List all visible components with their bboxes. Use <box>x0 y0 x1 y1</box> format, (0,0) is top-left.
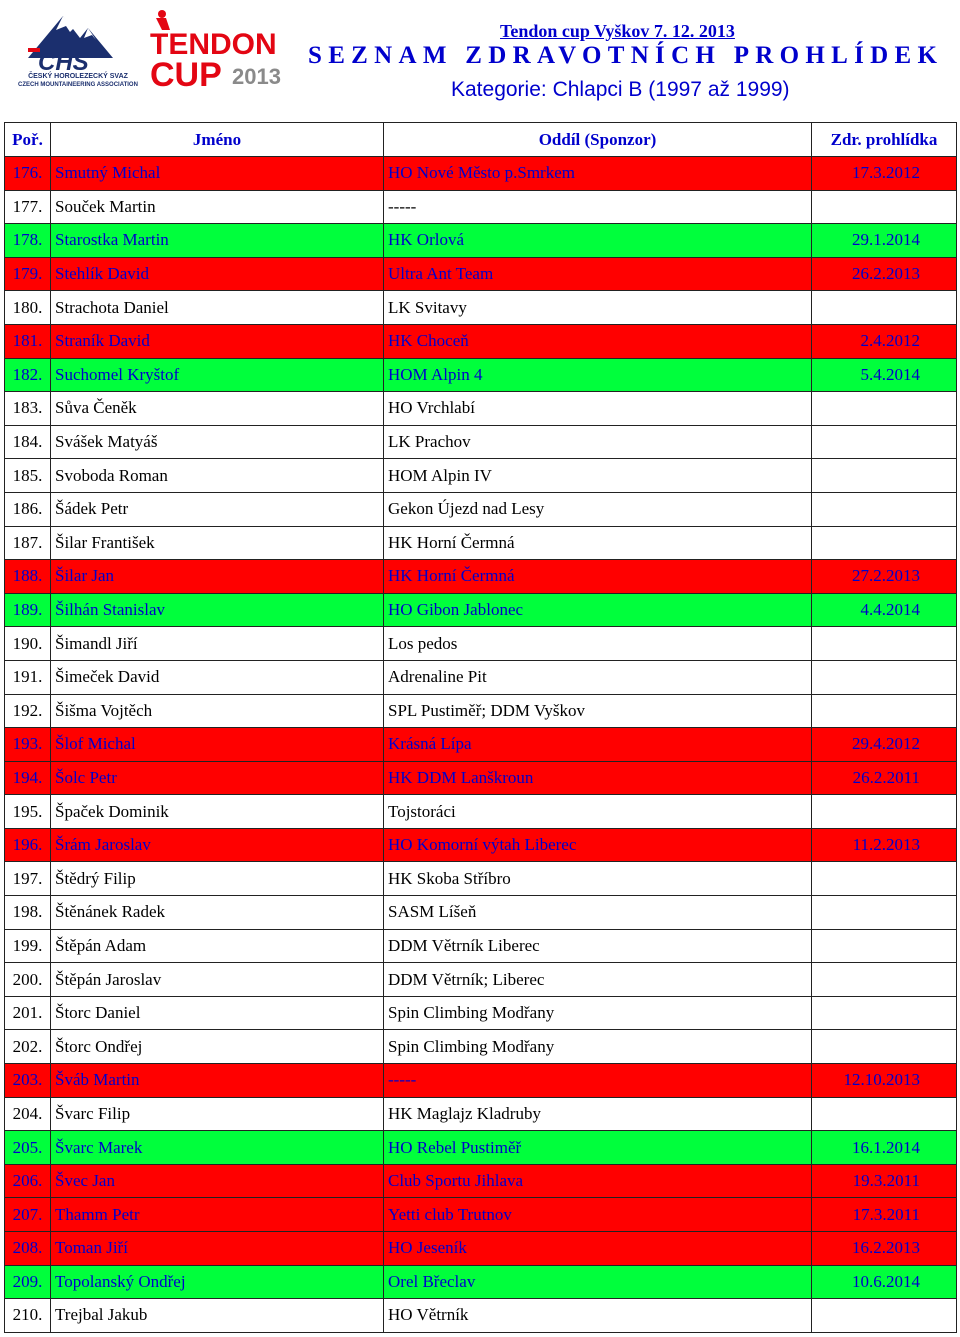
club-name: HO Větrník <box>384 1299 812 1333</box>
medical-check-date: 5.4.2014 <box>812 358 957 392</box>
club-name: Adrenaline Pit <box>384 660 812 694</box>
row-number: 197. <box>5 862 51 896</box>
athlete-name: Suchomel Kryštof <box>51 358 384 392</box>
athlete-name: Trejbal Jakub <box>51 1299 384 1333</box>
table-row <box>5 358 957 392</box>
medical-check-date: 26.2.2011 <box>812 761 957 795</box>
row-number: 186. <box>5 492 51 526</box>
athlete-name: Štorc Ondřej <box>51 1030 384 1064</box>
club-name: HOM Alpin IV <box>384 459 812 493</box>
table-body <box>5 157 957 1333</box>
table-row <box>5 1097 957 1131</box>
club-name: Spin Climbing Modřany <box>384 1030 812 1064</box>
row-number: 202. <box>5 1030 51 1064</box>
row-number: 207. <box>5 1198 51 1232</box>
table-row <box>5 392 957 426</box>
row-number: 194. <box>5 761 51 795</box>
club-name: Ultra Ant Team <box>384 257 812 291</box>
club-name: HK Horní Čermná <box>384 560 812 594</box>
athlete-name: Strachota Daniel <box>51 291 384 325</box>
athlete-name: Štědrý Filip <box>51 862 384 896</box>
athlete-name: Švec Jan <box>51 1164 384 1198</box>
athlete-name: Štěpán Jaroslav <box>51 963 384 997</box>
athlete-name: Štěnánek Radek <box>51 896 384 930</box>
athlete-name: Starostka Martin <box>51 224 384 258</box>
row-number: 183. <box>5 392 51 426</box>
athlete-name: Straník David <box>51 324 384 358</box>
col-header-medical: Zdr. prohlídka <box>812 123 957 157</box>
club-name: HK Orlová <box>384 224 812 258</box>
athlete-name: Šrám Jaroslav <box>51 828 384 862</box>
row-number: 190. <box>5 627 51 661</box>
row-number: 178. <box>5 224 51 258</box>
cup-year-text: 2013 <box>232 64 281 89</box>
club-name: ----- <box>384 190 812 224</box>
athlete-name: Stehlík David <box>51 257 384 291</box>
athlete-name: Špaček Dominik <box>51 795 384 829</box>
table-row <box>5 1164 957 1198</box>
list-title: SEZNAM ZDRAVOTNÍCH PROHLÍDEK <box>308 42 944 69</box>
row-number: 209. <box>5 1265 51 1299</box>
athlete-name: Šváb Martin <box>51 1064 384 1098</box>
row-number: 205. <box>5 1131 51 1165</box>
row-number: 192. <box>5 694 51 728</box>
tendon-cup-logo <box>148 4 290 90</box>
table-row <box>5 157 957 191</box>
table-row <box>5 795 957 829</box>
table-row <box>5 190 957 224</box>
athlete-name: Sůva Čeněk <box>51 392 384 426</box>
medical-check-date <box>812 492 957 526</box>
table-row <box>5 761 957 795</box>
row-number: 189. <box>5 593 51 627</box>
table-row <box>5 224 957 258</box>
athlete-name: Thamm Petr <box>51 1198 384 1232</box>
athlete-name: Šolc Petr <box>51 761 384 795</box>
table-row <box>5 694 957 728</box>
cup-logo-text: CUP <box>150 56 222 90</box>
row-number: 188. <box>5 560 51 594</box>
medical-check-date: 16.1.2014 <box>812 1131 957 1165</box>
table-row <box>5 896 957 930</box>
medical-check-date: 2.4.2012 <box>812 324 957 358</box>
club-name: Yetti club Trutnov <box>384 1198 812 1232</box>
medical-check-date: 10.6.2014 <box>812 1265 957 1299</box>
row-number: 208. <box>5 1232 51 1266</box>
table-row <box>5 996 957 1030</box>
club-name: Spin Climbing Modřany <box>384 996 812 1030</box>
medical-check-date <box>812 929 957 963</box>
table-row <box>5 593 957 627</box>
athlete-name: Štěpán Adam <box>51 929 384 963</box>
medical-check-date <box>812 291 957 325</box>
table-row <box>5 1131 957 1165</box>
table-row <box>5 291 957 325</box>
row-number: 191. <box>5 660 51 694</box>
club-name: HO Komorní výtah Liberec <box>384 828 812 862</box>
athlete-name: Šimeček David <box>51 660 384 694</box>
col-header-name: Jméno <box>51 123 384 157</box>
table-row <box>5 1265 957 1299</box>
club-name: ----- <box>384 1064 812 1098</box>
medical-check-date: 17.3.2012 <box>812 157 957 191</box>
chs-logo-text: CHS <box>38 49 89 76</box>
medical-check-date <box>812 1299 957 1333</box>
club-name: HO Rebel Pustiměř <box>384 1131 812 1165</box>
row-number: 203. <box>5 1064 51 1098</box>
table-row <box>5 660 957 694</box>
row-number: 196. <box>5 828 51 862</box>
medical-check-date: 12.10.2013 <box>812 1064 957 1098</box>
row-number: 181. <box>5 324 51 358</box>
row-number: 180. <box>5 291 51 325</box>
row-number: 199. <box>5 929 51 963</box>
medical-check-date <box>812 862 957 896</box>
row-number: 198. <box>5 896 51 930</box>
athlete-name: Švarc Marek <box>51 1131 384 1165</box>
table-row <box>5 1198 957 1232</box>
club-name: HK DDM Lanškroun <box>384 761 812 795</box>
medical-check-date <box>812 425 957 459</box>
medical-check-date <box>812 190 957 224</box>
club-name: Krásná Lípa <box>384 728 812 762</box>
medical-check-date <box>812 963 957 997</box>
chs-caption-1: ČESKÝ HOROLEZECKÝ SVAZ <box>28 73 128 80</box>
athlete-name: Smutný Michal <box>51 157 384 191</box>
table-row <box>5 560 957 594</box>
row-number: 184. <box>5 425 51 459</box>
medical-check-date: 19.3.2011 <box>812 1164 957 1198</box>
athlete-name: Svášek Matyáš <box>51 425 384 459</box>
row-number: 185. <box>5 459 51 493</box>
club-name: HK Choceň <box>384 324 812 358</box>
athlete-name: Svoboda Roman <box>51 459 384 493</box>
club-name: Club Sportu Jihlava <box>384 1164 812 1198</box>
event-title: Tendon cup Vyškov 7. 12. 2013 <box>500 21 735 41</box>
row-number: 179. <box>5 257 51 291</box>
table-row <box>5 425 957 459</box>
row-number: 201. <box>5 996 51 1030</box>
row-number: 177. <box>5 190 51 224</box>
climber-figure-icon <box>158 10 166 18</box>
row-number: 195. <box>5 795 51 829</box>
medical-check-table <box>4 122 957 1333</box>
table-row <box>5 929 957 963</box>
row-number: 182. <box>5 358 51 392</box>
club-name: HOM Alpin 4 <box>384 358 812 392</box>
medical-check-date: 29.1.2014 <box>812 224 957 258</box>
row-number: 200. <box>5 963 51 997</box>
medical-check-date: 16.2.2013 <box>812 1232 957 1266</box>
medical-check-date <box>812 795 957 829</box>
table-row <box>5 828 957 862</box>
medical-check-date <box>812 526 957 560</box>
table-row <box>5 728 957 762</box>
medical-check-date <box>812 694 957 728</box>
club-name: HK Horní Čermná <box>384 526 812 560</box>
club-name: DDM Větrník Liberec <box>384 929 812 963</box>
table-row <box>5 526 957 560</box>
medical-check-date <box>812 660 957 694</box>
table-row <box>5 627 957 661</box>
club-name: Tojstoráci <box>384 795 812 829</box>
medical-check-date <box>812 896 957 930</box>
table-row <box>5 324 957 358</box>
row-number: 206. <box>5 1164 51 1198</box>
category-label: Kategorie: Chlapci B (1997 až 1999) <box>451 78 790 101</box>
table-row <box>5 459 957 493</box>
row-number: 176. <box>5 157 51 191</box>
medical-check-date: 4.4.2014 <box>812 593 957 627</box>
athlete-name: Toman Jiří <box>51 1232 384 1266</box>
club-name: HO Jeseník <box>384 1232 812 1266</box>
row-number: 204. <box>5 1097 51 1131</box>
chs-logo <box>8 8 148 88</box>
athlete-name: Švarc Filip <box>51 1097 384 1131</box>
table-row <box>5 1064 957 1098</box>
club-name: LK Svitavy <box>384 291 812 325</box>
medical-check-date <box>812 459 957 493</box>
club-name: HK Maglajz Kladruby <box>384 1097 812 1131</box>
athlete-name: Šilhán Stanislav <box>51 593 384 627</box>
medical-check-date <box>812 392 957 426</box>
club-name: HK Skoba Stříbro <box>384 862 812 896</box>
club-name: SASM Líšeň <box>384 896 812 930</box>
athlete-name: Štorc Daniel <box>51 996 384 1030</box>
chs-caption-2: CZECH MOUNTAINEERING ASSOCIATION <box>18 82 138 88</box>
table-header-row <box>5 123 957 157</box>
table-row <box>5 1030 957 1064</box>
medical-check-date <box>812 1030 957 1064</box>
medical-check-date: 17.3.2011 <box>812 1198 957 1232</box>
row-number: 187. <box>5 526 51 560</box>
club-name: HO Nové Město p.Smrkem <box>384 157 812 191</box>
table-row <box>5 257 957 291</box>
athlete-name: Šilar Jan <box>51 560 384 594</box>
table-row <box>5 1232 957 1266</box>
athlete-name: Šišma Vojtěch <box>51 694 384 728</box>
page-header <box>0 0 960 122</box>
row-number: 210. <box>5 1299 51 1333</box>
row-number: 193. <box>5 728 51 762</box>
athlete-name: Šlof Michal <box>51 728 384 762</box>
col-header-rank: Poř. <box>5 123 51 157</box>
medical-check-date: 11.2.2013 <box>812 828 957 862</box>
table-row <box>5 862 957 896</box>
medical-check-date: 27.2.2013 <box>812 560 957 594</box>
club-name: SPL Pustiměř; DDM Vyškov <box>384 694 812 728</box>
tendon-logo-text: TENDON <box>150 28 277 61</box>
medical-check-date: 29.4.2012 <box>812 728 957 762</box>
table-row <box>5 1299 957 1333</box>
table-row <box>5 492 957 526</box>
athlete-name: Souček Martin <box>51 190 384 224</box>
club-name: HO Gibon Jablonec <box>384 593 812 627</box>
athlete-name: Šádek Petr <box>51 492 384 526</box>
medical-check-date: 26.2.2013 <box>812 257 957 291</box>
col-header-club: Oddíl (Sponzor) <box>384 123 812 157</box>
club-name: Los pedos <box>384 627 812 661</box>
medical-check-date <box>812 1097 957 1131</box>
athlete-name: Šilar František <box>51 526 384 560</box>
club-name: DDM Větrník; Liberec <box>384 963 812 997</box>
athlete-name: Šimandl Jiří <box>51 627 384 661</box>
table-row <box>5 963 957 997</box>
club-name: Gekon Újezd nad Lesy <box>384 492 812 526</box>
club-name: LK Prachov <box>384 425 812 459</box>
medical-check-date <box>812 627 957 661</box>
athlete-name: Topolanský Ondřej <box>51 1265 384 1299</box>
club-name: Orel Břeclav <box>384 1265 812 1299</box>
club-name: HO Vrchlabí <box>384 392 812 426</box>
medical-check-date <box>812 996 957 1030</box>
